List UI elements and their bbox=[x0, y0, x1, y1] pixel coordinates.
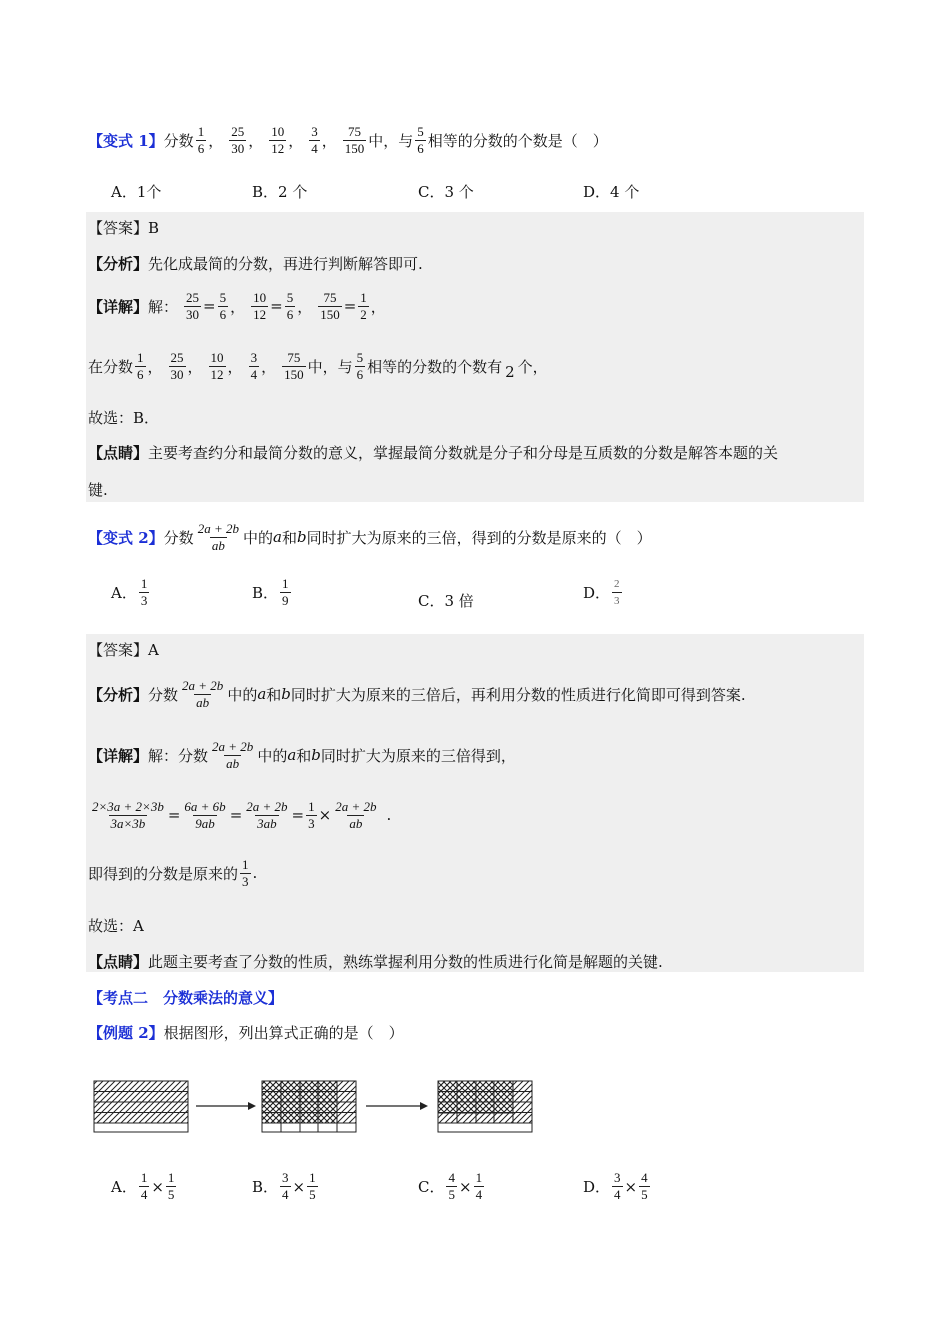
v2-equation: $\frac{2\times 3a + 2\times 3b}{3a\times 3b}$ = $\frac{6a + 6b}{9ab}$ = $\frac{2a + 2b}{3ab}$ = $\frac{1}{3}$ × $\frac{2a + 2b}{ab}$ . bbox=[92, 798, 392, 831]
fraction: $\frac{1}{3}$ bbox=[140, 576, 148, 608]
fraction: $\frac{2a + 2b}{ab}$ bbox=[335, 798, 377, 831]
option-c: C． $\frac{4}{5}$ × $\frac{1}{4}$ bbox=[418, 1170, 483, 1202]
detail-text: 和 bbox=[296, 746, 312, 765]
option-a: A． $\frac{1}{4}$ × $\frac{1}{5}$ bbox=[111, 1170, 175, 1202]
var-b: b bbox=[296, 528, 307, 546]
ex2-question bbox=[88, 1021, 404, 1043]
fraction: $\frac{3}{4}$ bbox=[250, 349, 258, 382]
detail-text: 在分数 bbox=[88, 357, 134, 376]
v2-result bbox=[88, 853, 257, 893]
fraction: $\frac{1}{5}$ bbox=[309, 1170, 316, 1202]
analysis-text: 中的 bbox=[227, 685, 258, 704]
fraction: $\frac{3}{4}$ bbox=[311, 123, 318, 156]
v2-text: 中的 bbox=[242, 528, 273, 547]
detail-text: 个， bbox=[517, 357, 548, 376]
detail-tag: 【详解】 bbox=[88, 746, 149, 765]
fraction: $\frac{5}{6}$ bbox=[356, 349, 364, 382]
fraction: $\frac{25}{30}$ bbox=[170, 349, 184, 382]
fraction: $\frac{10}{12}$ bbox=[253, 289, 267, 322]
v2-text: 分数 bbox=[163, 528, 194, 547]
v1-tag: 【变式 1】 bbox=[88, 131, 164, 150]
v1-detail-line2: 在分数 $\frac{1}{6}$ ， $\frac{25}{30}$ ， $\frac{10}{12}$ ， $\frac{3}{4}$ ， $\frac{75}{150}$ 中，与 $\frac{5}{6}$ 相等的分数的个数有 2 个， bbox=[88, 349, 548, 382]
fraction: $\frac{3}{4}$ bbox=[282, 1170, 289, 1202]
fraction: $\frac{2a + 2b}{ab}$ bbox=[212, 738, 254, 771]
var-a: a bbox=[287, 746, 297, 764]
v2-answer: 【答案】A bbox=[88, 640, 159, 659]
times-sign: × bbox=[151, 1177, 164, 1196]
diagram-box-1 bbox=[94, 1081, 188, 1132]
fraction: $\frac{2}{3}$ bbox=[614, 578, 620, 607]
v2-text: 同时扩大为原来的三倍，得到的分数是原来的（ ） bbox=[306, 528, 652, 547]
result-text: 即得到的分数是原来的 bbox=[88, 864, 239, 883]
option-a: A． $\frac{1}{3}$ bbox=[111, 576, 148, 608]
v1-point bbox=[88, 441, 778, 463]
count-value: 2 bbox=[505, 363, 515, 381]
times-sign: × bbox=[624, 1177, 638, 1196]
times-sign: × bbox=[292, 1177, 306, 1196]
fraction: $\frac{5}{6}$ bbox=[286, 289, 294, 322]
fraction: $\frac{1}{6}$ bbox=[197, 123, 205, 156]
fraction: $\frac{1}{4}$ bbox=[140, 1170, 148, 1202]
fraction: $\frac{10}{12}$ bbox=[271, 123, 285, 156]
v1-text: 相等的分数的个数是（ ） bbox=[427, 131, 608, 150]
detail-text: 中的 bbox=[257, 746, 288, 765]
point-tag: 【点睛】 bbox=[88, 443, 149, 462]
v2-text: 和 bbox=[281, 528, 297, 547]
fraction: $\frac{4}{5}$ bbox=[448, 1170, 455, 1202]
fraction: $\frac{6a + 6b}{9ab}$ bbox=[184, 798, 226, 831]
v2-point bbox=[88, 950, 663, 972]
v2-choose: 故选：A bbox=[88, 916, 144, 935]
point-text: 主要考查约分和最简分数的意义，掌握最简分数就是分子和分母是互质数的分数是解答本题的关 bbox=[148, 443, 779, 462]
detail-tag: 【详解】 bbox=[88, 297, 149, 316]
var-b: b bbox=[311, 746, 321, 764]
var-a: a bbox=[257, 685, 267, 703]
fraction: $\frac{1}{3}$ bbox=[308, 798, 315, 831]
analysis-text: 先化成最简的分数，再进行判断解答即可. bbox=[148, 254, 423, 273]
v1-text: 分数 bbox=[163, 131, 194, 150]
fraction: $\frac{75}{150}$ bbox=[284, 349, 304, 382]
fraction: $\frac{1}{2}$ bbox=[360, 289, 367, 322]
fraction: $\frac{1}{3}$ bbox=[242, 856, 249, 889]
fraction: $\frac{2a + 2b}{ab}$ bbox=[182, 677, 224, 710]
detail-text: 同时扩大为原来的三倍得到， bbox=[320, 746, 516, 765]
fraction: $\frac{75}{150}$ bbox=[344, 123, 365, 156]
result-text: . bbox=[252, 864, 258, 882]
option-b: B．2 个 bbox=[252, 183, 308, 201]
diagram-box-2 bbox=[262, 1081, 356, 1132]
v1-choose: 故选：B． bbox=[88, 408, 160, 427]
fraction: $\frac{5}{6}$ bbox=[417, 123, 424, 156]
fraction: $\frac{5}{6}$ bbox=[219, 289, 227, 322]
option-c: C．3 个 bbox=[418, 183, 474, 201]
detail-text: 中，与 bbox=[307, 357, 353, 376]
fraction: $\frac{4}{5}$ bbox=[641, 1170, 648, 1202]
v2-question bbox=[88, 515, 652, 559]
section-title: 【考点二 分数乘法的意义】 bbox=[88, 988, 284, 1007]
analysis-text: 和 bbox=[266, 685, 282, 704]
option-d: D． $\frac{2}{3}$ bbox=[583, 578, 620, 607]
v2-detail bbox=[88, 733, 516, 777]
v1-text: 中，与 bbox=[368, 131, 414, 150]
ex2-tag: 【例题 2】 bbox=[88, 1023, 164, 1042]
fraction: $\frac{1}{5}$ bbox=[167, 1170, 175, 1202]
fraction: $\frac{2a + 2b}{ab}$ bbox=[197, 520, 239, 553]
fraction: $\frac{25}{30}$ bbox=[186, 289, 200, 322]
option-d: D．4 个 bbox=[583, 183, 640, 201]
option-a: A．1个 bbox=[111, 183, 162, 201]
point-tag: 【点睛】 bbox=[88, 952, 149, 971]
point-text: 此题主要考查了分数的性质，熟练掌握利用分数的性质进行化简是解题的关键. bbox=[148, 952, 663, 971]
fraction: $\frac{75}{150}$ bbox=[320, 289, 340, 322]
detail-text: 解：分数 bbox=[148, 746, 209, 765]
v1-point-cont: 键. bbox=[88, 480, 108, 499]
option-b: B． $\frac{1}{9}$ bbox=[252, 576, 289, 608]
detail-text: 相等的分数的个数有 bbox=[367, 357, 503, 376]
eq-end: . bbox=[386, 806, 392, 824]
times-sign: × bbox=[458, 1177, 472, 1196]
option-c: C．3 倍 bbox=[418, 592, 474, 610]
fraction: $\frac{1}{4}$ bbox=[475, 1170, 483, 1202]
ex2-text: 根据图形，列出算式正确的是（ ） bbox=[163, 1023, 404, 1042]
arrow-icon bbox=[196, 1102, 256, 1110]
arrow-icon bbox=[366, 1102, 428, 1110]
v1-analysis bbox=[88, 252, 423, 274]
var-b: b bbox=[281, 685, 291, 703]
fraction: $\frac{25}{30}$ bbox=[231, 123, 245, 156]
analysis-tag: 【分析】 bbox=[88, 254, 149, 273]
var-a: a bbox=[272, 528, 282, 546]
v1-answer: 【答案】B bbox=[88, 218, 160, 237]
option-b: B． $\frac{3}{4}$ × $\frac{1}{5}$ bbox=[252, 1170, 316, 1202]
v1-detail: 【详解】 解： $\frac{25}{30}$ = $\frac{5}{6}$ ， $\frac{10}{12}$ = $\frac{5}{6}$ ， $\frac{75}{150}$ = $\frac{1}{2}$ ， bbox=[88, 289, 386, 322]
analysis-text: 分数 bbox=[148, 685, 179, 704]
fraction: $\frac{2\times 3a + 2\times 3b}{3a\times 3b}$ bbox=[92, 798, 164, 831]
fraction: $\frac{3}{4}$ bbox=[614, 1170, 621, 1202]
analysis-tag: 【分析】 bbox=[88, 685, 149, 704]
fraction: $\frac{1}{9}$ bbox=[282, 576, 289, 608]
fraction: $\frac{1}{6}$ bbox=[137, 349, 144, 382]
option-d: D． $\frac{3}{4}$ × $\frac{4}{5}$ bbox=[583, 1170, 648, 1202]
fraction: $\frac{2a + 2b}{3ab}$ bbox=[246, 798, 288, 831]
v1-question: 【变式 1】 分数 $\frac{1}{6}$ ， $\frac{25}{30}$ ， $\frac{10}{12}$ ， $\frac{3}{4}$ ， $\frac{75}{150}$ 中，与 $\frac{5}{6}$ 相等的分数的个数是（ ） bbox=[88, 123, 608, 156]
fraction: $\frac{10}{12}$ bbox=[210, 349, 224, 382]
diagram-box-3 bbox=[438, 1081, 532, 1132]
v2-tag: 【变式 2】 bbox=[88, 528, 164, 547]
detail-text: 解： bbox=[148, 297, 179, 316]
fraction-diagram bbox=[90, 1076, 540, 1136]
analysis-text: 同时扩大为原来的三倍后，再利用分数的性质进行化简即可得到答案. bbox=[290, 685, 746, 704]
v2-analysis bbox=[88, 672, 746, 716]
